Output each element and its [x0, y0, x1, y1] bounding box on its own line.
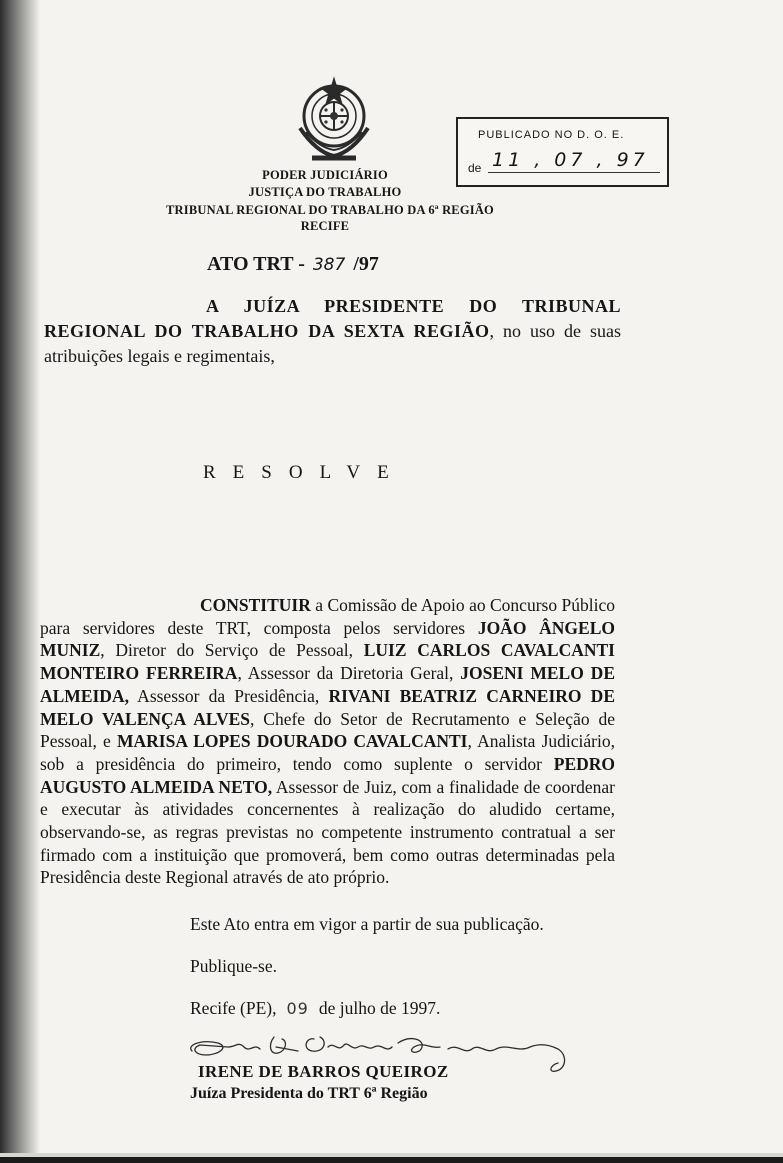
- stamp-date: 11 , 07 , 97: [492, 149, 649, 171]
- act-prefix: ATO TRT -: [207, 253, 305, 275]
- intro-paragraph: [44, 294, 621, 369]
- intro-text: , no uso de suas atribuições legais e regimentais,: [44, 321, 621, 366]
- header-justice: JUSTIÇA DO TRABALHO: [248, 185, 402, 199]
- action-verb: CONSTITUIR: [200, 595, 311, 615]
- member-name: JOSENI MELO DE ALMEIDA,: [40, 663, 615, 706]
- publication-stamp: [456, 117, 669, 187]
- member-name: LUIZ CARLOS CAVALCANTI MONTEIRO FERREIRA: [40, 640, 615, 684]
- act-year: /97: [353, 253, 379, 275]
- date-rest: de julho de 1997.: [318, 998, 441, 1018]
- signatory-role: Juíza Presidenta do TRT 6ª Região: [190, 1085, 428, 1102]
- signatory-name: IRENE DE BARROS QUEIROZ: [198, 1062, 449, 1081]
- header-tribunal: TRIBUNAL REGIONAL DO TRABALHO DA 6ª REGIÃO: [166, 203, 494, 217]
- date-line: [190, 998, 440, 1019]
- act-title: [207, 253, 379, 276]
- body-text: , Analista Judiciário, sob a presidência do primeiro, tendo como suplente o servidor: [40, 731, 615, 774]
- member-name: JOÃO ÂNGELO MUNIZ: [40, 617, 615, 661]
- resolution-paragraph: [40, 594, 615, 889]
- date-day: 09: [286, 999, 309, 1018]
- body-text: , Diretor do Serviço de Pessoal,: [100, 640, 364, 661]
- body-text: , Assessor da Diretoria Geral,: [237, 663, 461, 684]
- substitute-name: PEDRO AUGUSTO ALMEIDA NETO,: [40, 753, 615, 797]
- body-text: Assessor da Presidência,: [128, 685, 329, 706]
- stamp-prefix: de: [468, 161, 482, 175]
- coat-of-arms-icon: [286, 72, 382, 168]
- stamp-underline: [488, 172, 660, 173]
- body-text: , Chefe do Setor de Recrutamento e Seleção de Pessoal, e: [40, 708, 615, 752]
- header-power: PODER JUDICIÁRIO: [262, 168, 388, 182]
- stamp-title: PUBLICADO NO D. O. E.: [478, 129, 625, 141]
- body-text: Assessor de Juiz, com a finalidade de coordenar e executar às atividades concernentes à realização do aludido certame, observando-se, as regras previstas no competente instrumento contratual a ser firmado com a instituição que promoverá, bem como outras determinadas pela Presidência deste Regional através de ato próprio.: [40, 776, 615, 888]
- member-name: MARISA LOPES DOURADO CAVALCANTI: [117, 731, 468, 752]
- effect-clause: Este Ato entra em vigor a partir de sua publicação.: [190, 914, 544, 934]
- act-number: 387: [312, 255, 346, 275]
- header-city: RECIFE: [300, 219, 350, 233]
- intro-authority: A JUÍZA PRESIDENTE DO TRIBUNAL REGIONAL DO TRABALHO DA SEXTA REGIÃO: [44, 296, 621, 341]
- body-text: a Comissão de Apoio ao Concurso Público para servidores deste TRT, composta pelos servidores: [40, 595, 615, 638]
- member-name: RIVANI BEATRIZ CARNEIRO DE MELO VALENÇA ALVES: [40, 685, 615, 729]
- scan-bottom-edge: [0, 1157, 783, 1163]
- publish-clause: Publique-se.: [190, 956, 278, 976]
- date-place: Recife (PE),: [190, 998, 277, 1018]
- resolve-heading: RESOLVE: [203, 462, 406, 483]
